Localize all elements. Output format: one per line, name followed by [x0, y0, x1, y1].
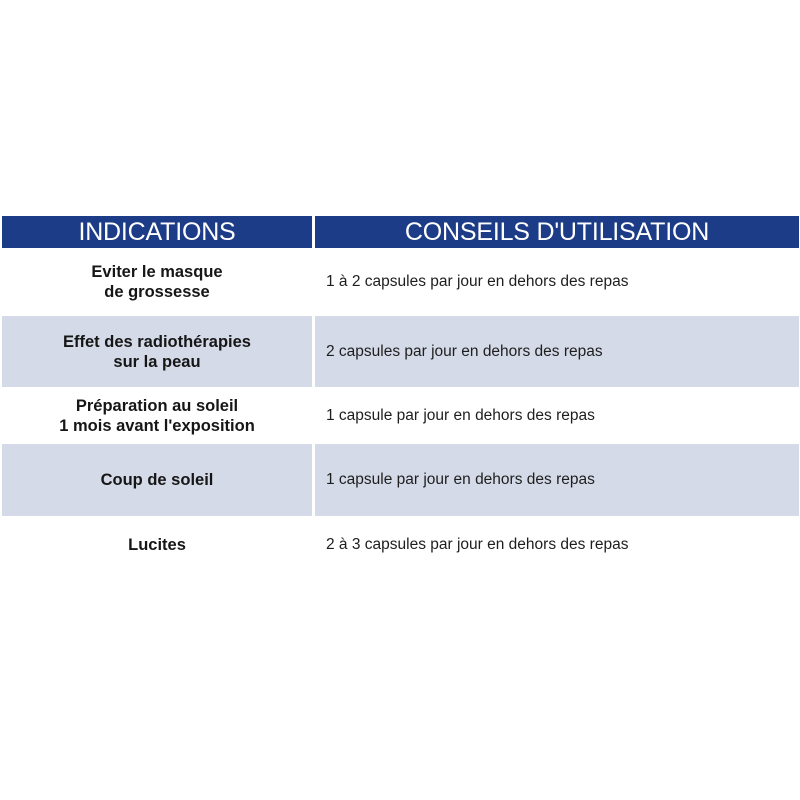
conseil-cell: 2 à 3 capsules par jour en dehors des repas: [326, 536, 629, 553]
indication-text: Effet des radiothérapies sur la peau: [63, 332, 251, 371]
indication-cell: [2, 248, 312, 316]
indication-cell: [2, 444, 312, 516]
indication-cell: [2, 516, 312, 574]
header-conseils: CONSEILS D'UTILISATION: [315, 216, 799, 248]
indication-text: Coup de soleil: [100, 471, 214, 489]
conseil-cell: 1 capsule par jour en dehors des repas: [326, 406, 595, 424]
table-row: [2, 387, 799, 444]
conseil-cell: 2 capsules par jour en dehors des repas: [315, 316, 799, 387]
header-indications: INDICATIONS: [2, 216, 312, 248]
conseil-cell: 1 capsule par jour en dehors des repas: [315, 444, 799, 516]
indication-cell: [2, 316, 312, 387]
conseil-cell: 1 à 2 capsules par jour en dehors des repas: [326, 273, 629, 290]
table-row: [2, 444, 799, 516]
table-header: [2, 216, 799, 248]
indication-cell: [2, 387, 312, 444]
table-row: [2, 316, 799, 387]
indication-text: Lucites: [128, 536, 186, 554]
table-row: [2, 248, 799, 316]
indication-text: Eviter le masque de grossesse: [91, 263, 223, 301]
usage-table: [2, 216, 799, 574]
table-row: [2, 516, 799, 574]
indication-text: Préparation au soleil 1 mois avant l'exposition: [59, 396, 255, 435]
